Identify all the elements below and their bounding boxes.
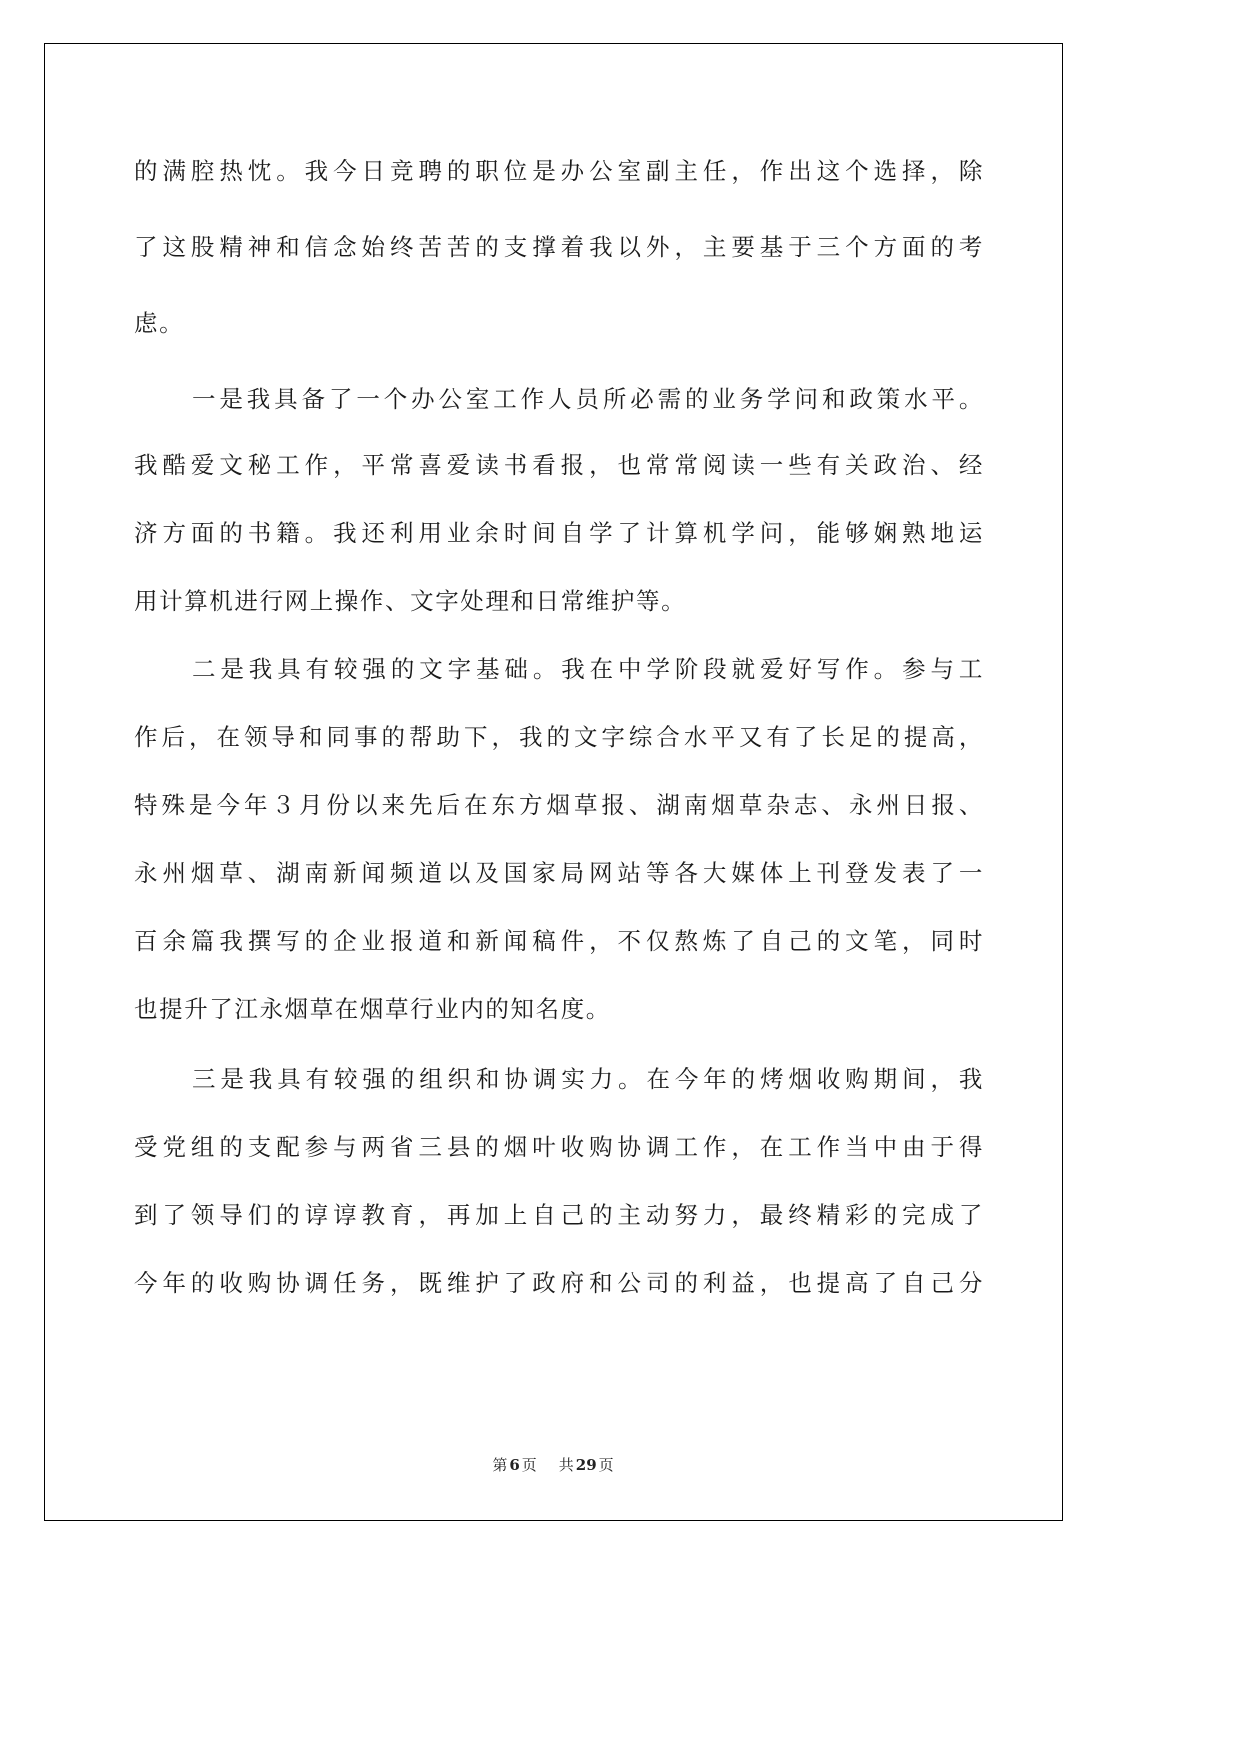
text-line: 今年的收购协调任务，既维护了政府和公司的利益，也提高了自己分 [134, 1269, 984, 1297]
text-line: 特殊是今年３月份以来先后在东方烟草报、湖南烟草杂志、永州日报、 [134, 791, 984, 819]
text-line: 我酷爱文秘工作，平常喜爱读书看报，也常常阅读一些有关政治、经 [134, 451, 984, 479]
paragraph-first-line: 二是我具有较强的文字基础。我在中学阶段就爱好写作。参与工 [192, 655, 984, 683]
paragraph-first-line: 一是我具备了一个办公室工作人员所必需的业务学问和政策水平。 [192, 385, 984, 413]
page-footer [0, 1454, 1106, 1475]
text-line: 济方面的书籍。我还利用业余时间自学了计算机学问，能够娴熟地运 [134, 519, 984, 547]
text-line: 虑。 [134, 309, 185, 337]
text-line: 百余篇我撰写的企业报道和新闻稿件，不仅熬炼了自己的文笔，同时 [134, 927, 984, 955]
text-line: 作后，在领导和同事的帮助下，我的文字综合水平又有了长足的提高， [134, 723, 984, 751]
page-number [492, 1454, 536, 1475]
text-line: 到了领导们的谆谆教育，再加上自己的主动努力，最终精彩的完成了 [134, 1201, 984, 1229]
total-prefix: 共 [558, 1456, 574, 1474]
text-line: 的满腔热忱。我今日竞聘的职位是办公室副主任，作出这个选择，除 [134, 157, 984, 185]
paragraph-first-line: 三是我具有较强的组织和协调实力。在今年的烤烟收购期间，我 [192, 1065, 984, 1093]
total-pages [559, 1454, 614, 1475]
text-line: 也提升了江永烟草在烟草行业内的知名度。 [134, 995, 611, 1023]
text-line: 永州烟草、湖南新闻频道以及国家局网站等各大媒体上刊登发表了一 [134, 859, 984, 887]
text-line: 用计算机进行网上操作、文字处理和日常维护等。 [134, 587, 687, 615]
page-prefix: 第 [492, 1456, 508, 1474]
total-count: 29 [575, 1456, 597, 1474]
text-line: 受党组的支配参与两省三县的烟叶收购协调工作，在工作当中由于得 [134, 1133, 984, 1161]
text-line: 了这股精神和信念始终苦苦的支撑着我以外，主要基于三个方面的考 [134, 233, 984, 261]
current-page: 6 [509, 1456, 520, 1474]
page-suffix: 页 [521, 1456, 537, 1474]
total-suffix: 页 [598, 1456, 614, 1474]
